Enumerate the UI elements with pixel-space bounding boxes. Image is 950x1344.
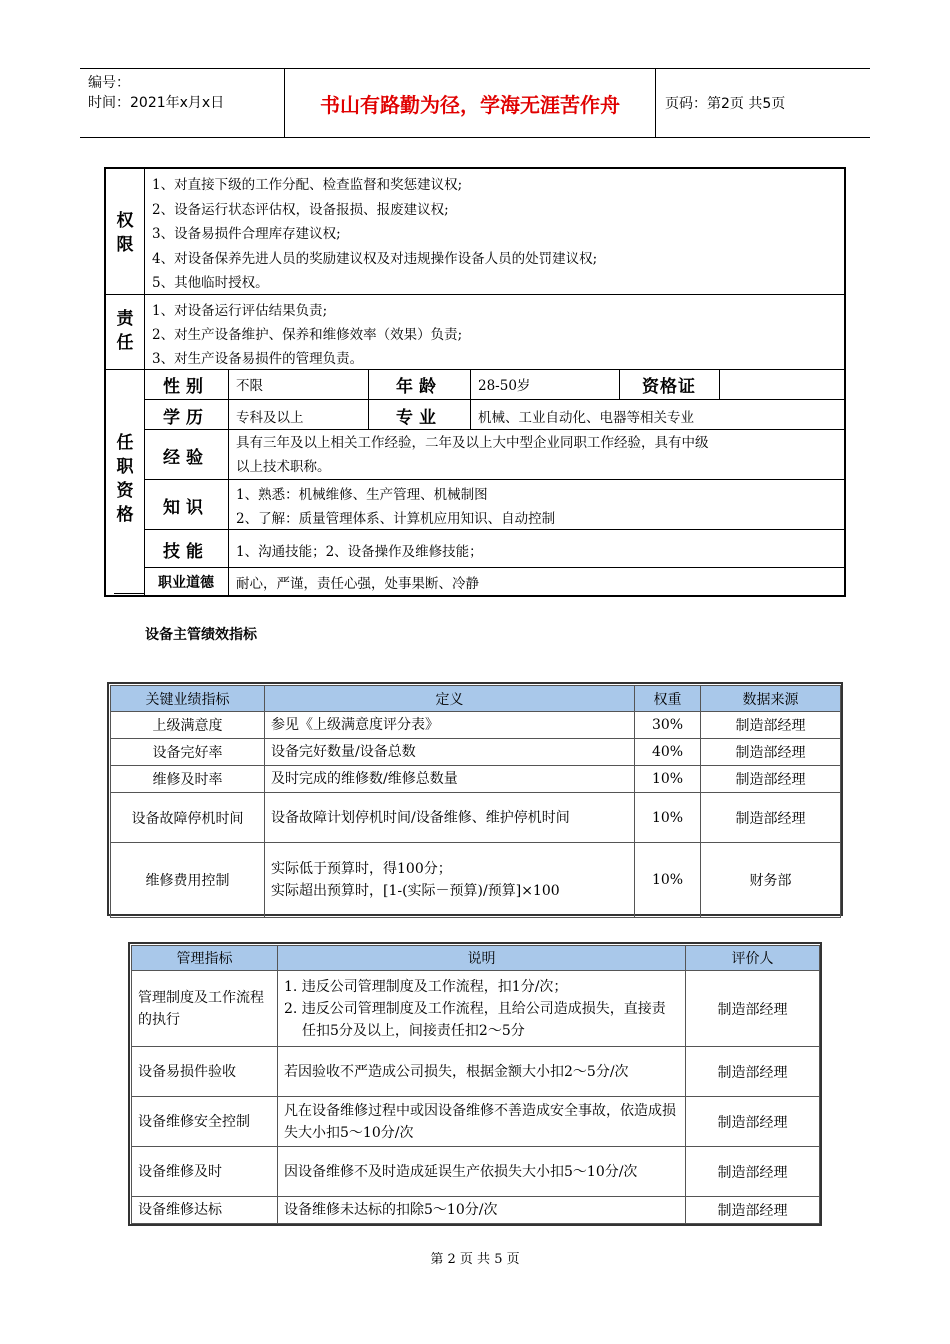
authority-item: 2、设备运行状态评估权，设备报损、报废建议权; [152, 202, 449, 218]
age-value: 28-50岁 [478, 378, 531, 394]
table-row: 设备维修及时 因设备维修不及时造成延误生产依损失大小扣5～10分/次 制造部经理 [132, 1147, 820, 1197]
authority-item: 4、对设备保养先进人员的奖励建议权及对违规操作设备人员的处罚建议权; [152, 251, 598, 267]
major-label: 专业 [396, 408, 442, 428]
education-value: 专科及以上 [236, 410, 304, 426]
mgmt-desc-line: 2. 违反公司管理制度及工作流程，且给公司造成损失，直接责任扣5分及以上，间接责任扣2～5分 [284, 1000, 666, 1039]
knowledge-label: 知识 [163, 498, 209, 518]
skills-value: 1、沟通技能；2、设备操作及维修技能； [236, 544, 483, 560]
kpi-header: 数据来源 [701, 686, 841, 712]
education-label: 学历 [163, 408, 209, 428]
authority-label: 权 限 [116, 211, 134, 255]
authority-item: 1、对直接下级的工作分配、检查监督和奖惩建议权; [152, 177, 463, 193]
page-footer: 第 2 页 共 5 页 [430, 1252, 520, 1267]
table-row: 设备完好率 设备完好数量/设备总数 40% 制造部经理 [111, 739, 841, 766]
mgmt-desc-line: 1. 违反公司管理制度及工作流程，扣1分/次； [284, 978, 568, 995]
responsibility-item: 3、对生产设备易损件的管理负责。 [152, 351, 364, 367]
table-row: 上级满意度 参见《上级满意度评分表》 30% 制造部经理 [111, 712, 841, 739]
experience-line: 具有三年及以上相关工作经验，二年及以上大中型企业同职工作经验，具有中级 [236, 435, 709, 451]
cert-label: 资格证 [642, 377, 696, 397]
table-row: 维修费用控制 实际低于预算时，得100分； 实际超出预算时，[1-(实际－预算)/预算]×100 10% 财务部 [111, 843, 841, 918]
page-number: 页码：第2页 共5页 [665, 96, 786, 112]
kpi-header: 定义 [265, 686, 635, 712]
mgmt-header: 评价人 [686, 946, 820, 971]
major-value: 机械、工业自动化、电器等相关专业 [478, 410, 694, 426]
ethics-label: 职业道德 [158, 575, 214, 591]
age-label: 年龄 [396, 377, 442, 397]
table-row: 维修及时率 及时完成的维修数/维修总数量 10% 制造部经理 [111, 766, 841, 793]
authority-item: 3、设备易损件合理库存建议权; [152, 226, 341, 242]
kpi-header: 关键业绩指标 [111, 686, 265, 712]
header-motto: 书山有路勤为径，学海无涯苦作舟 [285, 69, 656, 137]
table-row: 管理制度及工作流程的执行 1. 违反公司管理制度及工作流程，扣1分/次； 2. 违反公司管理制度及工作流程，且给公司造成损失，直接责任扣5分及以上，间接责任扣2～5分 制造部经理 [132, 971, 820, 1047]
mgmt-header: 说明 [278, 946, 686, 971]
table-row: 设备故障停机时间 设备故障计划停机时间/设备维修、维护停机时间 10% 制造部经理 [111, 793, 841, 843]
responsibility-item: 2、对生产设备维护、保养和维修效率（效果）负责; [152, 327, 463, 343]
document-date: 时间：2021年x月x日 [88, 95, 225, 111]
kpi-table [110, 685, 841, 918]
knowledge-line: 1、熟悉：机械维修、生产管理、机械制图 [236, 487, 488, 503]
document-number: 编号： [88, 75, 130, 91]
responsibility-item: 1、对设备运行评估结果负责; [152, 303, 328, 319]
kpi-header: 权重 [635, 686, 701, 712]
kpi-def-line: 实际低于预算时，得100分； [271, 861, 452, 877]
table-row: 设备维修达标 设备维修未达标的扣除5～10分/次 制造部经理 [132, 1197, 820, 1224]
experience-line: 以上技术职称。 [236, 459, 331, 475]
authority-item: 5、其他临时授权。 [152, 275, 269, 291]
mgmt-table [131, 945, 820, 1224]
section-title: 设备主管绩效指标 [145, 627, 257, 643]
job-spec-table [104, 167, 846, 597]
page-header [80, 68, 870, 138]
ethics-value: 耐心，严谨，责任心强，处事果断、冷静 [236, 576, 479, 592]
kpi-def-line: 实际超出预算时，[1-(实际－预算)/预算]×100 [271, 883, 560, 899]
header-meta [80, 69, 285, 137]
skills-label: 技能 [163, 542, 209, 562]
qualification-label: 任 职 资 格 [116, 433, 134, 525]
table-row: 设备易损件验收 若因验收不严造成公司损失，根据金额大小扣2～5分/次 制造部经理 [132, 1047, 820, 1097]
gender-value: 不限 [236, 378, 263, 394]
responsibility-label: 责 任 [116, 309, 134, 353]
table-row: 设备维修安全控制 凡在设备维修过程中或因设备维修不善造成安全事故，依造成损失大小扣5～10分/次 制造部经理 [132, 1097, 820, 1147]
experience-label: 经验 [163, 448, 209, 468]
knowledge-line: 2、了解：质量管理体系、计算机应用知识、自动控制 [236, 511, 556, 527]
mgmt-header: 管理指标 [132, 946, 278, 971]
gender-label: 性别 [163, 377, 209, 397]
